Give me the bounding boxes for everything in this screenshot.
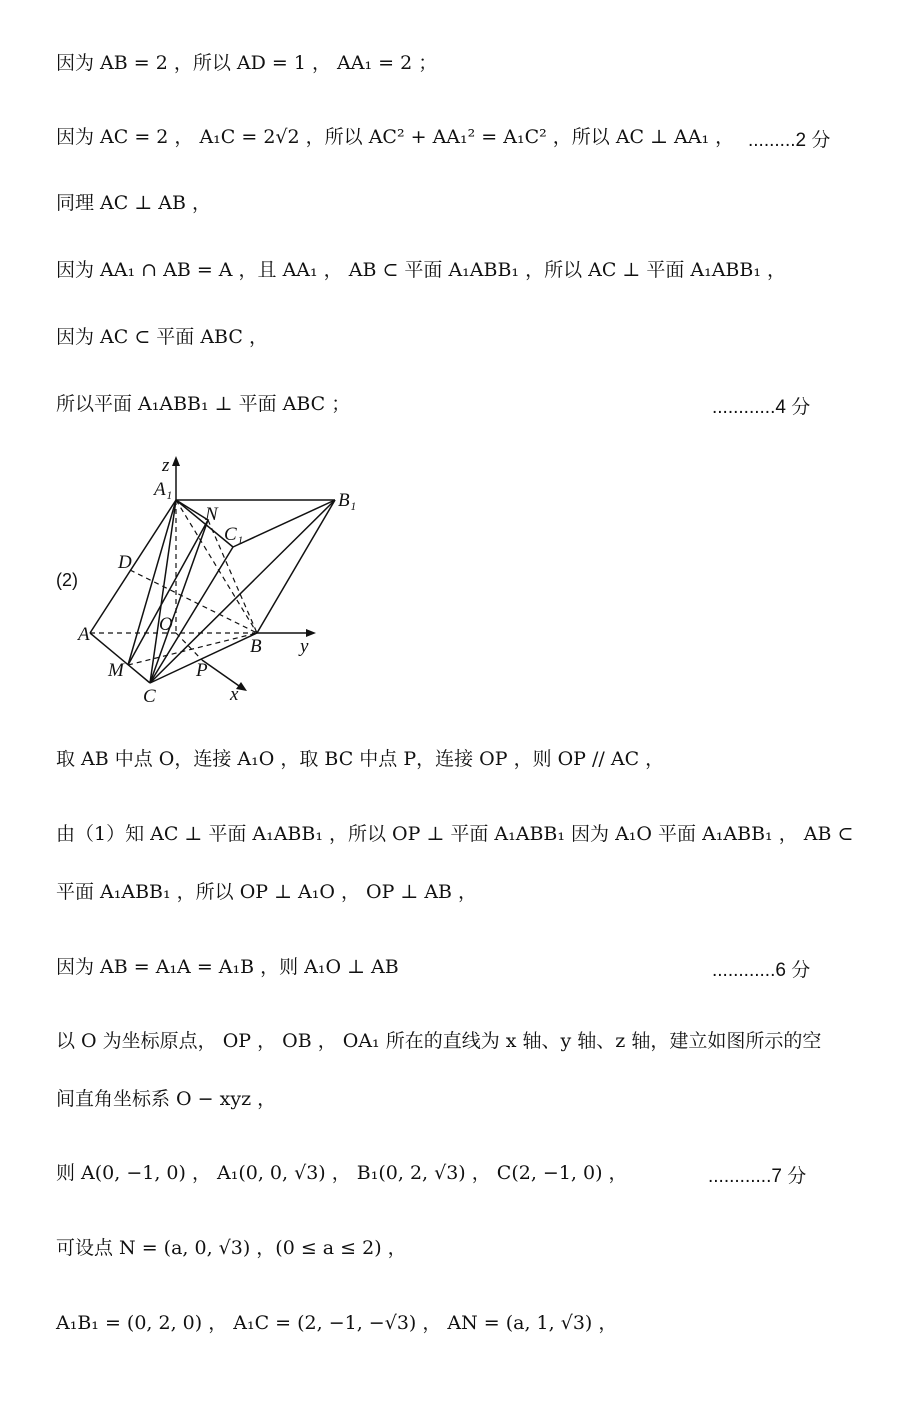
text-line-4: 因为 AA₁ ∩ AB = A ，且 AA₁ ， AB ⊂ 平面 A₁ABB₁ ，所以 AC ⊥ 平面 A₁ABB₁ ，: [56, 259, 787, 281]
label-x: x: [230, 684, 239, 705]
label-B1: B₁: [338, 490, 357, 511]
label-P: P: [196, 660, 208, 681]
text-line-6: 所以平面 A₁ABB₁ ⊥ 平面 ABC ；: [56, 393, 351, 415]
text-line-8: 由（1）知 AC ⊥ 平面 A₁ABB₁ ，所以 OP ⊥ 平面 A₁ABB₁ 因为 A₁O 平面 A₁ABB₁ ， AB ⊂: [56, 823, 854, 845]
edge-M-N: [128, 520, 208, 665]
edge-C1-B1: [233, 500, 335, 547]
score-mark-2: .........2 分: [748, 130, 831, 151]
text-line-3: 同理 AC ⊥ AB ，: [56, 192, 211, 214]
text-line-5: 因为 AC ⊂ 平面 ABC ，: [56, 326, 268, 348]
label-M: M: [108, 660, 124, 681]
label-C: C: [143, 686, 156, 707]
text-line-13: 则 A(0, −1, 0) ， A₁(0, 0, √3) ， B₁(0, 2, √3) ， C(2, −1, 0) ，: [56, 1162, 628, 1184]
edge-N-C1: [176, 500, 208, 520]
edge-M-A1: [128, 500, 176, 665]
text-line-9: 平面 A₁ABB₁ ，所以 OP ⊥ A₁O ， OP ⊥ AB ，: [56, 881, 478, 903]
text-line-7: 取 AB 中点 O，连接 A₁O ，取 BC 中点 P，连接 OP ，则 OP // AC ，: [56, 748, 665, 770]
text-line-10: 因为 AB = A₁A = A₁B ，则 A₁O ⊥ AB: [56, 956, 399, 978]
label-O: O: [159, 614, 173, 635]
z-arrow: [172, 456, 180, 466]
label-N: N: [205, 504, 218, 525]
score-mark-4: ............4 分: [712, 397, 811, 418]
part-label: (2): [56, 570, 78, 590]
text-line-11: 以 O 为坐标原点， OP ， OB ， OA₁ 所在的直线为 x 轴、y 轴、z 轴，建立如图所示的空: [56, 1030, 822, 1052]
label-C1: C₁: [224, 524, 244, 545]
label-A1: A₁: [154, 479, 173, 500]
label-D: D: [118, 552, 132, 573]
label-z: z: [162, 455, 170, 476]
text-line-14: 可设点 N = (a, 0, √3) ，(0 ≤ a ≤ 2) ，: [56, 1237, 407, 1259]
dashed-M-B: [128, 633, 257, 665]
text-line-12: 间直角坐标系 O − xyz ，: [56, 1088, 277, 1110]
label-A: A: [78, 624, 90, 645]
dashed-O-P: [176, 633, 202, 660]
text-line-2: 因为 AC = 2 ， A₁C = 2√2 ，所以 AC² + AA₁² = A₁C² ，所以 AC ⊥ AA₁ ，: [56, 126, 735, 148]
geometry-figure: [70, 450, 390, 710]
score-mark-6: ............6 分: [712, 960, 811, 981]
label-B: B: [250, 636, 262, 657]
score-mark-7: ............7 分: [708, 1166, 807, 1187]
text-line-1: 因为 AB = 2 ，所以 AD = 1 ， AA₁ = 2 ；: [56, 52, 438, 74]
text-line-15: A₁B₁ = (0, 2, 0) ， A₁C = (2, −1, −√3) ， AN = (a, 1, √3) ，: [56, 1312, 618, 1334]
label-y: y: [300, 636, 309, 657]
